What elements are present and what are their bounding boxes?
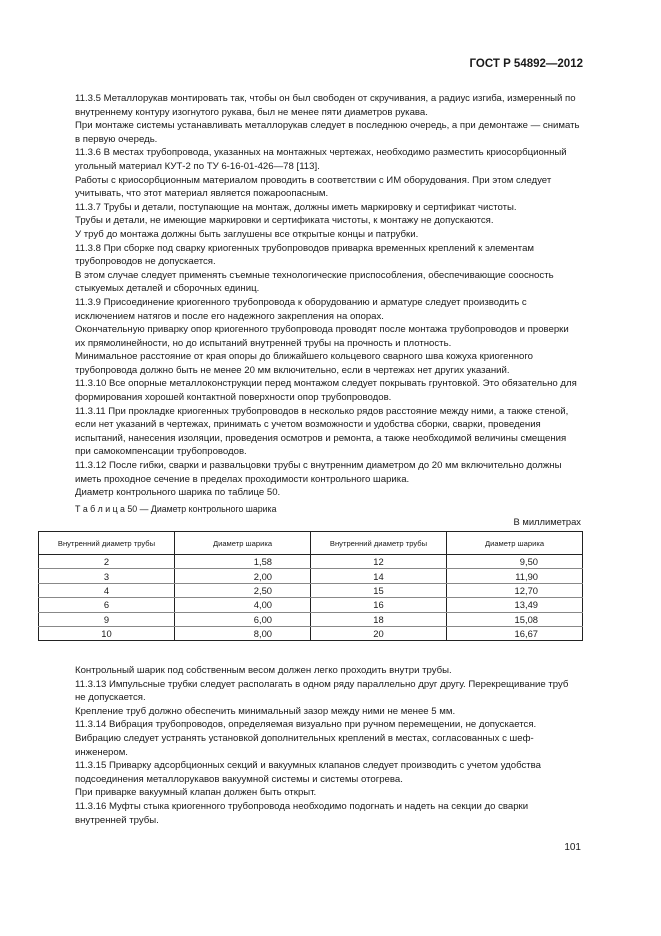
ball-diameter-table: [38, 531, 583, 641]
table-title: Т а б л и ц а 50 — Диаметр контрольного шарика: [75, 504, 277, 514]
table-cell: 18: [311, 612, 447, 626]
paragraph: 11.3.9 Присоединение криогенного трубопровода к оборудованию и арматуре следует производить с исключением натягов и после его надежного закрепления на опорах.: [75, 296, 527, 322]
paragraph: 11.3.10 Все опорные металлоконструкции перед монтажом следует покрывать грунтовкой. Это обязательно для формирования хорошей контактной поверхности опор трубопроводов.: [75, 378, 577, 404]
table-cell: 6,00: [175, 612, 311, 626]
column-header: Диаметр шарика: [175, 532, 311, 555]
table-unit: В миллиметрах: [513, 516, 581, 527]
table-cell: 1,58: [175, 555, 311, 569]
paragraph: Работы с криосорбционным материалом проводить в соответствии с ИМ оборудования. При этом следует учитывать, что этот материал является пожароопасным.: [75, 174, 552, 200]
paragraph: 11.3.8 При сборке под сварку криогенных трубопроводов приварка временных креплений к элементам трубопроводов не допускается.: [75, 242, 535, 268]
table-cell: 2,00: [175, 569, 311, 583]
paragraph: 11.3.14 Вибрация трубопроводов, определяемая визуально при ручном перемещении, не допускается.: [75, 719, 537, 731]
table-row: [39, 555, 583, 569]
paragraph: Минимальное расстояние от края опоры до ближайшего кольцевого сварного шва кожуха криогенного трубопровода должно быть не менее 20 мм включительно, если в чертежах нет других указаний.: [75, 351, 534, 376]
paragraph: 11.3.6 В местах трубопровода, указанных на монтажных чертежах, необходимо разместить криосорбционный угольный материал КУТ-2 по ТУ 6-16-01-426—78 [113].: [75, 147, 567, 172]
paragraph: 11.3.5 Металлорукав монтировать так, чтобы он был свободен от скручивания, а радиус изгиба, измеренный по внутреннему контуру изогнутого рукава, был не менее пяти диаметров рукава.: [75, 93, 576, 118]
table-cell: 8,00: [175, 626, 311, 640]
paragraph: При монтаже системы устанавливать металлорукав следует в последнюю очередь, а при демонтаже — снимать в первую очередь.: [75, 120, 580, 145]
paragraph: При приварке вакуумный клапан должен быть открыт.: [75, 787, 317, 799]
paragraph: 11.3.7 Трубы и детали, поступающие на монтаж, должны иметь маркировку и сертификат чистоты.: [75, 201, 517, 213]
table-cell: 16,67: [447, 626, 583, 640]
paragraph: Вибрацию следует устранять установкой дополнительных креплений в местах, согласованных с шеф-инженером.: [75, 732, 534, 758]
paragraph: 11.3.15 Приварку адсорбционных секций и вакуумных клапанов следует производить с учетом удобства подсоединения металлорукавов вакуумной системы и системы отогрева.: [75, 760, 541, 785]
table-cell: 10: [39, 626, 175, 640]
paragraph: 11.3.11 При прокладке криогенных трубопроводов в несколько рядов расстояние между ними, а также стеной, если нет указаний в чертежах, принимать с учетом возможности и удобства сборки, сварки, проведения испытаний, нанесения изоляции, проведения осмотров и ремонта, а также необходимой величины смещения при самокомпенсации трубопроводов.: [75, 405, 569, 458]
table-row: [39, 569, 583, 583]
paragraph: Диаметр контрольного шарика по таблице 50.: [75, 487, 281, 499]
table-cell: 2,50: [175, 583, 311, 597]
paragraph: Окончательную приварку опор криогенного трубопровода проводят после монтажа трубопроводов и проверки их прямолинейности, но до испытаний внутренней трубы на прочность и плотность.: [75, 324, 569, 349]
paragraph: В этом случае следует применять съемные технологические приспособления, обеспечивающие соосность стыкуемых деталей и сборочных единиц.: [75, 269, 554, 295]
paragraph: Крепление труб должно обеспечить минимальный зазор между ними не менее 5 мм.: [75, 705, 456, 717]
paragraph: У труб до монтажа должны быть заглушены все открытые концы и патрубки.: [75, 228, 419, 240]
paragraph: 11.3.12 После гибки, сварки и развальцовки трубы с внутренним диаметром до 20 мм включительно должны иметь проходное сечение в пределах проходимости контрольного шарика.: [75, 460, 562, 485]
table-cell: 13,49: [447, 598, 583, 612]
body-text-top: [75, 92, 581, 500]
table-row: [39, 598, 583, 612]
table-cell: 3: [39, 569, 175, 583]
document-header: ГОСТ Р 54892—2012: [469, 58, 583, 70]
table-row: [39, 626, 583, 640]
page-number: 101: [564, 842, 581, 853]
table-row: [39, 612, 583, 626]
column-header: Внутренний диаметр трубы: [311, 532, 447, 555]
column-header: Внутренний диаметр трубы: [39, 532, 175, 555]
table-row: [39, 583, 583, 597]
table-cell: 12: [311, 555, 447, 569]
column-header: Диаметр шарика: [447, 532, 583, 555]
table-cell: 9: [39, 612, 175, 626]
table-cell: 20: [311, 626, 447, 640]
body-text-bottom: [75, 664, 581, 827]
table-cell: 4,00: [175, 598, 311, 612]
paragraph: Контрольный шарик под собственным весом должен легко проходить внутри трубы.: [75, 665, 452, 676]
table-header-row: [39, 532, 583, 555]
table-cell: 9,50: [447, 555, 583, 569]
paragraph: Трубы и детали, не имеющие маркировки и сертификата чистоты, к монтажу не допускаются.: [75, 215, 494, 227]
table-cell: 14: [311, 569, 447, 583]
paragraph: 11.3.13 Импульсные трубки следует располагать в одном ряду параллельно друг другу. Перекрещивание труб не допускается.: [75, 678, 569, 704]
table-cell: 2: [39, 555, 175, 569]
table-cell: 15,08: [447, 612, 583, 626]
table-cell: 15: [311, 583, 447, 597]
paragraph: 11.3.16 Муфты стыка криогенного трубопровода необходимо подогнать и надеть на секции до сварки внутренней трубы.: [75, 800, 529, 826]
table-cell: 12,70: [447, 583, 583, 597]
table-cell: 16: [311, 598, 447, 612]
table-cell: 4: [39, 583, 175, 597]
table-cell: 6: [39, 598, 175, 612]
table-cell: 11,90: [447, 569, 583, 583]
